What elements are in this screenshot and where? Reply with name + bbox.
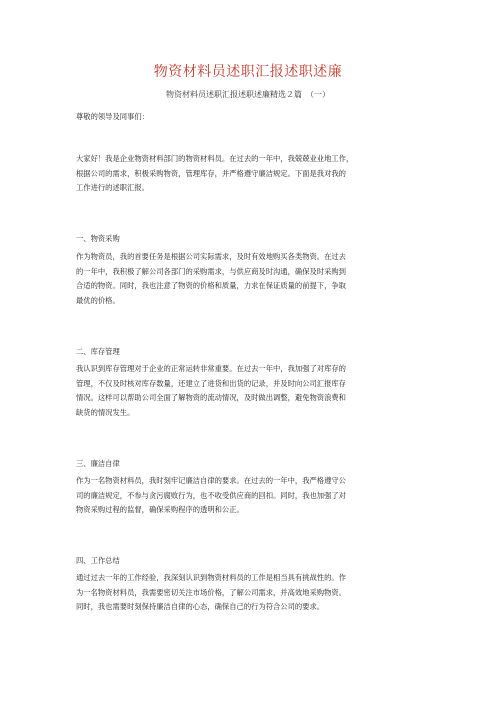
section-heading-inventory: 二、库存管理 [76, 347, 120, 356]
document-subtitle: 物资材料员述职汇报述职述廉精选２篇 （一） [166, 90, 330, 99]
paragraph-line: 为一名物资材料员，我需要密切关注市场价格，了解公司需求，并高效地采购物资。 [76, 587, 346, 597]
section-procurement-body [76, 250, 428, 308]
section-summary-body [76, 571, 428, 615]
document-title: 物资材料员述职汇报述职述廉 [153, 64, 343, 80]
section-heading-integrity: 三、廉洁自律 [76, 459, 120, 468]
section-inventory-body [76, 362, 428, 420]
paragraph-line: 作为物资员，我的首要任务是根据公司实际需求，及时有效地购买各类物资。在过去 [76, 252, 346, 261]
paragraph-line: 管理，不仅及时核对库存数量，还建立了进货和出货的记录，并及时向公司汇报库存 [76, 378, 346, 388]
paragraph-line: 通过过去一年的工作经验，我深刻认识到物资材料员的工作是相当具有挑战性的。作 [76, 573, 346, 582]
paragraph-line: 我认识到库存管理对于企业的正常运转非常重要。在过去一年中，我加强了对库存的 [76, 364, 346, 373]
paragraph-line: 同时，我也需要时刻保持廉洁自律的心态，确保自己的行为符合公司的要求。 [76, 602, 325, 612]
paragraph-line: 根据公司的需求，积极采购物资，管理库存，并严格遵守廉洁规定。下面是我对我的 [76, 168, 346, 178]
intro-paragraph [76, 152, 428, 196]
paragraph-line: 司的廉洁规定，不参与贪污腐败行为，也不收受供应商的回扣。同时，我也加强了对 [76, 490, 346, 500]
paragraph-line: 作为一名物资材料员，我时刻牢记廉洁自律的要求。在过去的一年中，我严格遵守公 [76, 476, 346, 485]
paragraph-line: 合适的物资。同时，我也注意了物资的价格和质量，力求在保证质量的前提下，争取 [76, 281, 346, 291]
paragraph-line: 工作进行的述职汇报。 [76, 183, 149, 193]
section-heading-summary: 四、工作总结 [76, 556, 120, 565]
greeting-line: 尊敬的领导及同事们： [76, 112, 149, 121]
paragraph-line: 缺货的情况发生。 [76, 407, 135, 417]
paragraph-line: 大家好！我是企业物资材料部门的物资材料员。在过去的一年中，我兢兢业业地工作， [76, 154, 354, 163]
greeting [76, 110, 428, 125]
paragraph-line: 的一年中，我积极了解公司各部门的采购需求，与供应商及时沟通，确保及时采购到 [76, 266, 346, 276]
paragraph-line: 最优的价格。 [76, 295, 120, 305]
paragraph-line: 情况。这样可以帮助公司全面了解物资的流动情况，及时做出调整，避免物资浪费和 [76, 393, 346, 403]
section-heading-procurement: 一、物资采购 [76, 234, 120, 243]
paragraph-line: 物资采购过程的监督，确保采购程序的透明和公正。 [76, 505, 244, 515]
section-integrity-body [76, 474, 428, 518]
